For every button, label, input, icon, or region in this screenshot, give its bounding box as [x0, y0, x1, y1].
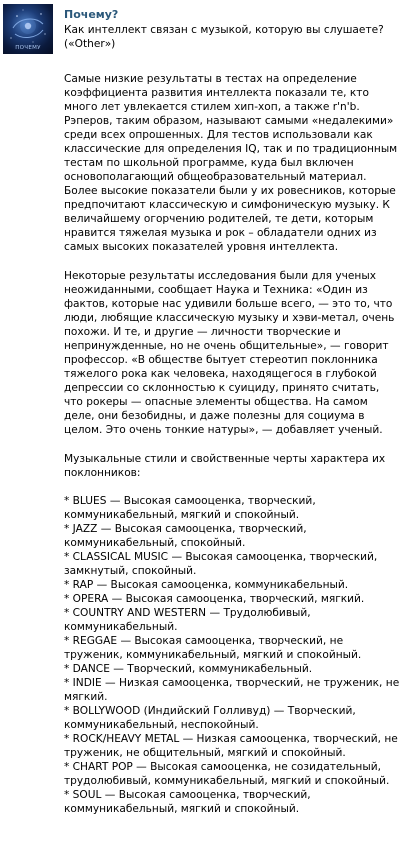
community-avatar[interactable] [3, 4, 53, 54]
avatar-caption: ПОЧЕМУ [15, 45, 41, 51]
list-item: * COUNTRY AND WESTERN — Трудолюбивый, коммуникабельный. [64, 607, 311, 633]
post-question: Как интеллект связан с музыкой, которую вы слушаете? («Other») [64, 24, 384, 50]
list-item: * OPERA — Высокая самооценка, творческий, мягкий. [64, 593, 365, 605]
list-item: * RAP — Высокая самооценка, коммуникабельный. [64, 579, 349, 591]
list-item: * DANCE — Творческий, коммуникабельный. [64, 663, 313, 675]
styles-list [64, 494, 400, 816]
post-paragraph: Некоторые результаты исследования были для ученых неожиданными, сообщает Наука и Техника: «Один из фактов, которые нас удивили больше всего, — это то, что люди, любящие классическую музыку и хэви-метал, очень похожи. И те, и другие — личности творческие и непринужденные, но не очень общительные», — говорит профессор. «В обществе бытует стереотип поклонника тяжелого рока как человека, находящегося в глубокой депрессии со склонностью к суициду, принято считать, что рокеры — опасные элементы общества. На самом деле, они безобидны, и даже полезны для социума в целом. Это очень тонкие натуры», — добавляет ученый. [64, 270, 395, 436]
post-body [64, 72, 400, 816]
list-item: * CLASSICAL MUSIC — Высокая самооценка, творческий, замкнутый, спокойный. [64, 551, 378, 577]
list-item: * INDIE — Низкая самооценка, творческий, не труженик, не мягкий. [64, 677, 400, 703]
list-item: * BLUES — Высокая самооценка, творческий, коммуникабельный, мягкий и спокойный. [64, 495, 316, 521]
list-item: * JAZZ — Высокая самооценка, творческий, коммуникабельный, спокойный. [64, 523, 307, 549]
post-paragraph: Самые низкие результаты в тестах на определение коэффициента развития интеллекта показали те, кто много лет увлекается стилем хип-хоп, а также r'n'b. Рэперов, таким образом, называют самыми «недалекими» среди всех опрошенных. Для тестов использовали как классические для определения IQ, так и по традиционным тестам по школьной программе, куда был включен основополагающий общеобразовательный материал. Более высокие показатели были у их ровесников, которые предпочитают классическую и симфоническую музыку. К величайшему огорчению родителей, те дети, которым нравится тяжелая музыка и рок – обладатели одних из самых высоких показателей уровня интеллекта. [64, 73, 398, 253]
list-item: * REGGAE — Высокая самооценка, творческий, не труженик, коммуникабельный, мягкий и спокойный. [64, 635, 362, 661]
styles-list-intro: Музыкальные стили и свойственные черты характера их поклонников: [64, 453, 386, 479]
author-name-link[interactable]: Почему? [64, 8, 119, 21]
list-item: * CHART POP — Высокая самооценка, не созидательный, трудолюбивый, коммуникабельный, мягкий и спокойный. [64, 761, 390, 787]
list-item: * BOLLYWOOD (Индийский Голливуд) — Творческий, коммуникабельный, неспокойный. [64, 705, 356, 731]
list-item: * SOUL — Высокая самооценка, творческий, коммуникабельный, мягкий и спокойный. [64, 789, 311, 815]
list-item: * ROCK/HEAVY METAL — Низкая самооценка, творческий, не труженик, не общительный, мягкий и спокойный. [64, 733, 398, 759]
